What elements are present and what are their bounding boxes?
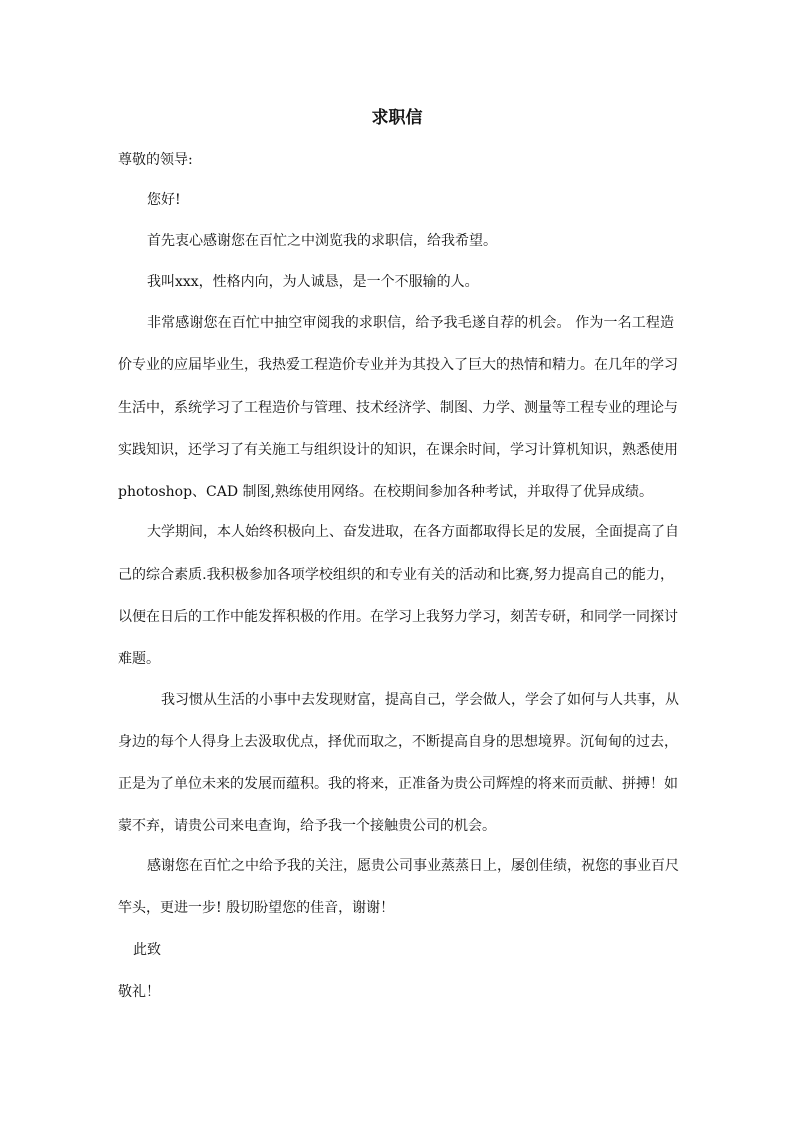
paragraph-line: 价专业的应届毕业生，我热爱工程造价专业并为其投入了巨大的热情和精力。在几年的学习 [118, 357, 678, 373]
paragraph-line: 蒙不弃，请贵公司来电查询，给予我一个接触贵公司的机会。 [118, 818, 496, 834]
letter-title: 求职信 [371, 108, 423, 128]
paragraph-line: 竿头，更进一步! 殷切盼望您的佳音，谢谢！ [118, 900, 395, 916]
paragraph-intro: 我叫xxx，性格内向，为人诚恳，是一个不服输的人。 [147, 274, 479, 290]
paragraph-line: 我习惯从生活的小事中去发现财富，提高自己，学会做人，学会了如何与人共事，从 [161, 692, 679, 708]
paragraph-line: 生活中，系统学习了工程造价与管理、技术经济学、制图、力学、测量等工程专业的理论与 [118, 400, 678, 416]
paragraph-line: 身边的每个人得身上去汲取优点，择优而取之，不断提高自身的思想境界。沉甸甸的过去， [118, 734, 678, 750]
paragraph-line: photoshop、CAD 制图,熟练使用网络。在校期间参加各种考试，并取得了优异成绩。 [118, 484, 653, 500]
paragraph-thanks: 首先衷心感谢您在百忙之中浏览我的求职信，给我希望。 [147, 233, 497, 249]
regards: 敬礼！ [118, 984, 160, 1000]
paragraph-line: 实践知识，还学习了有关施工与组织设计的知识，在课余时间，学习计算机知识，熟悉使用 [118, 442, 678, 458]
paragraph-line: 感谢您在百忙之中给予我的关注，愿贵公司事业蒸蒸日上，屡创佳绩，祝您的事业百尺 [147, 858, 679, 874]
paragraph-line: 大学期间，本人始终积极向上、奋发进取，在各方面都取得长足的发展，全面提高了自 [147, 524, 679, 540]
salutation: 尊敬的领导: [118, 152, 193, 168]
paragraph-line: 以便在日后的工作中能发挥积极的作用。在学习上我努力学习，刻苦专研，和同学一同探讨 [118, 609, 678, 625]
greeting: 您好! [147, 192, 181, 208]
paragraph-line: 己的综合素质.我积极参加各项学校组织的和专业有关的活动和比赛,努力提高自己的能力， [118, 567, 674, 583]
paragraph-line: 非常感谢您在百忙中抽空审阅我的求职信，给予我毛遂自荐的机会。 作为一名工程造 [147, 315, 674, 331]
paragraph-line: 难题。 [118, 651, 160, 667]
closing-phrase: 此致 [133, 942, 161, 958]
paragraph-line: 正是为了单位未来的发展而蕴积。我的将来，正准备为贵公司辉煌的将来而贡献、拼搏！如 [118, 776, 678, 792]
